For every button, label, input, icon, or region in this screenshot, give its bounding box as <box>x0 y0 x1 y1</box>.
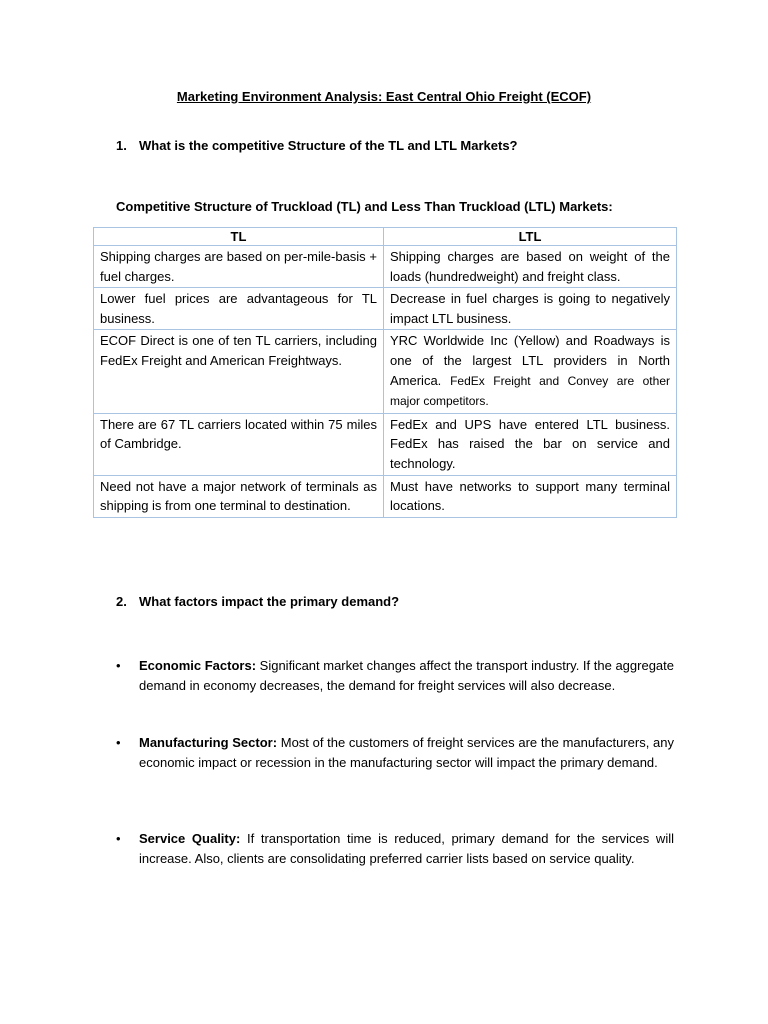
question-2 <box>116 594 399 609</box>
factor-lead: Manufacturing Sector: <box>139 735 278 750</box>
factor-lead: Service Quality: <box>139 831 241 846</box>
question-1-number: 1. <box>116 138 127 153</box>
factor-text: If transportation time is reduced, primary demand for the services will increase. Also, clients are consolidating preferred carrier lists based on service quality. <box>139 831 674 866</box>
table-cell-tl: ECOF Direct is one of ten TL carriers, including FedEx Freight and American Freightways. <box>94 330 384 413</box>
table-cell-ltl: Decrease in fuel charges is going to negatively impact LTL business. <box>384 288 677 330</box>
table-cell-ltl <box>384 330 677 413</box>
question-2-number: 2. <box>116 594 127 609</box>
factor-economic <box>116 656 674 695</box>
factor-service-quality <box>116 829 674 868</box>
document-title: Marketing Environment Analysis: East Central Ohio Freight (ECOF) <box>176 89 592 104</box>
factor-lead: Economic Factors: <box>139 658 257 673</box>
table-row <box>94 330 677 413</box>
column-header-tl: TL <box>94 228 384 246</box>
table-header-row <box>94 228 677 246</box>
table-heading: Competitive Structure of Truckload (TL) and Less Than Truckload (LTL) Markets: <box>116 199 613 214</box>
table-row <box>94 246 677 288</box>
question-2-text: What factors impact the primary demand? <box>139 594 400 609</box>
bullet-icon: • <box>116 658 121 673</box>
table-row <box>94 413 677 475</box>
table-cell-tl: There are 67 TL carriers located within 75 miles of Cambridge. <box>94 413 384 475</box>
factor-text: Most of the customers of freight services are the manufacturers, any economic impact or recession in the manufacturing sector will impact the primary demand. <box>139 735 674 770</box>
table-cell-tl: Need not have a major network of terminals as shipping is from one terminal to destination. <box>94 475 384 517</box>
bullet-icon: • <box>116 831 121 846</box>
table-cell-tl: Lower fuel prices are advantageous for TL business. <box>94 288 384 330</box>
column-header-ltl: LTL <box>384 228 677 246</box>
question-1 <box>116 138 518 153</box>
bullet-icon: • <box>116 735 121 750</box>
factor-manufacturing <box>116 733 674 772</box>
competitive-structure-table <box>93 227 677 518</box>
table-row <box>94 475 677 517</box>
table-cell-ltl: FedEx and UPS have entered LTL business. FedEx has raised the bar on service and technology. <box>384 413 677 475</box>
table-cell-ltl: Shipping charges are based on weight of the loads (hundredweight) and freight class. <box>384 246 677 288</box>
question-1-text: What is the competitive Structure of the TL and LTL Markets? <box>139 138 518 153</box>
table-row <box>94 288 677 330</box>
factor-text: Significant market changes affect the transport industry. If the aggregate demand in economy decreases, the demand for freight services will also decrease. <box>139 658 674 693</box>
table-cell-ltl: Must have networks to support many terminal locations. <box>384 475 677 517</box>
table-cell-ltl-extra: FedEx Freight and Convey are other major competitors. <box>390 373 670 409</box>
table-cell-ltl-text: YRC Worldwide Inc (Yellow) and Roadways is one of the largest LTL providers in North America. <box>390 333 670 388</box>
table-cell-tl: Shipping charges are based on per-mile-basis + fuel charges. <box>94 246 384 288</box>
